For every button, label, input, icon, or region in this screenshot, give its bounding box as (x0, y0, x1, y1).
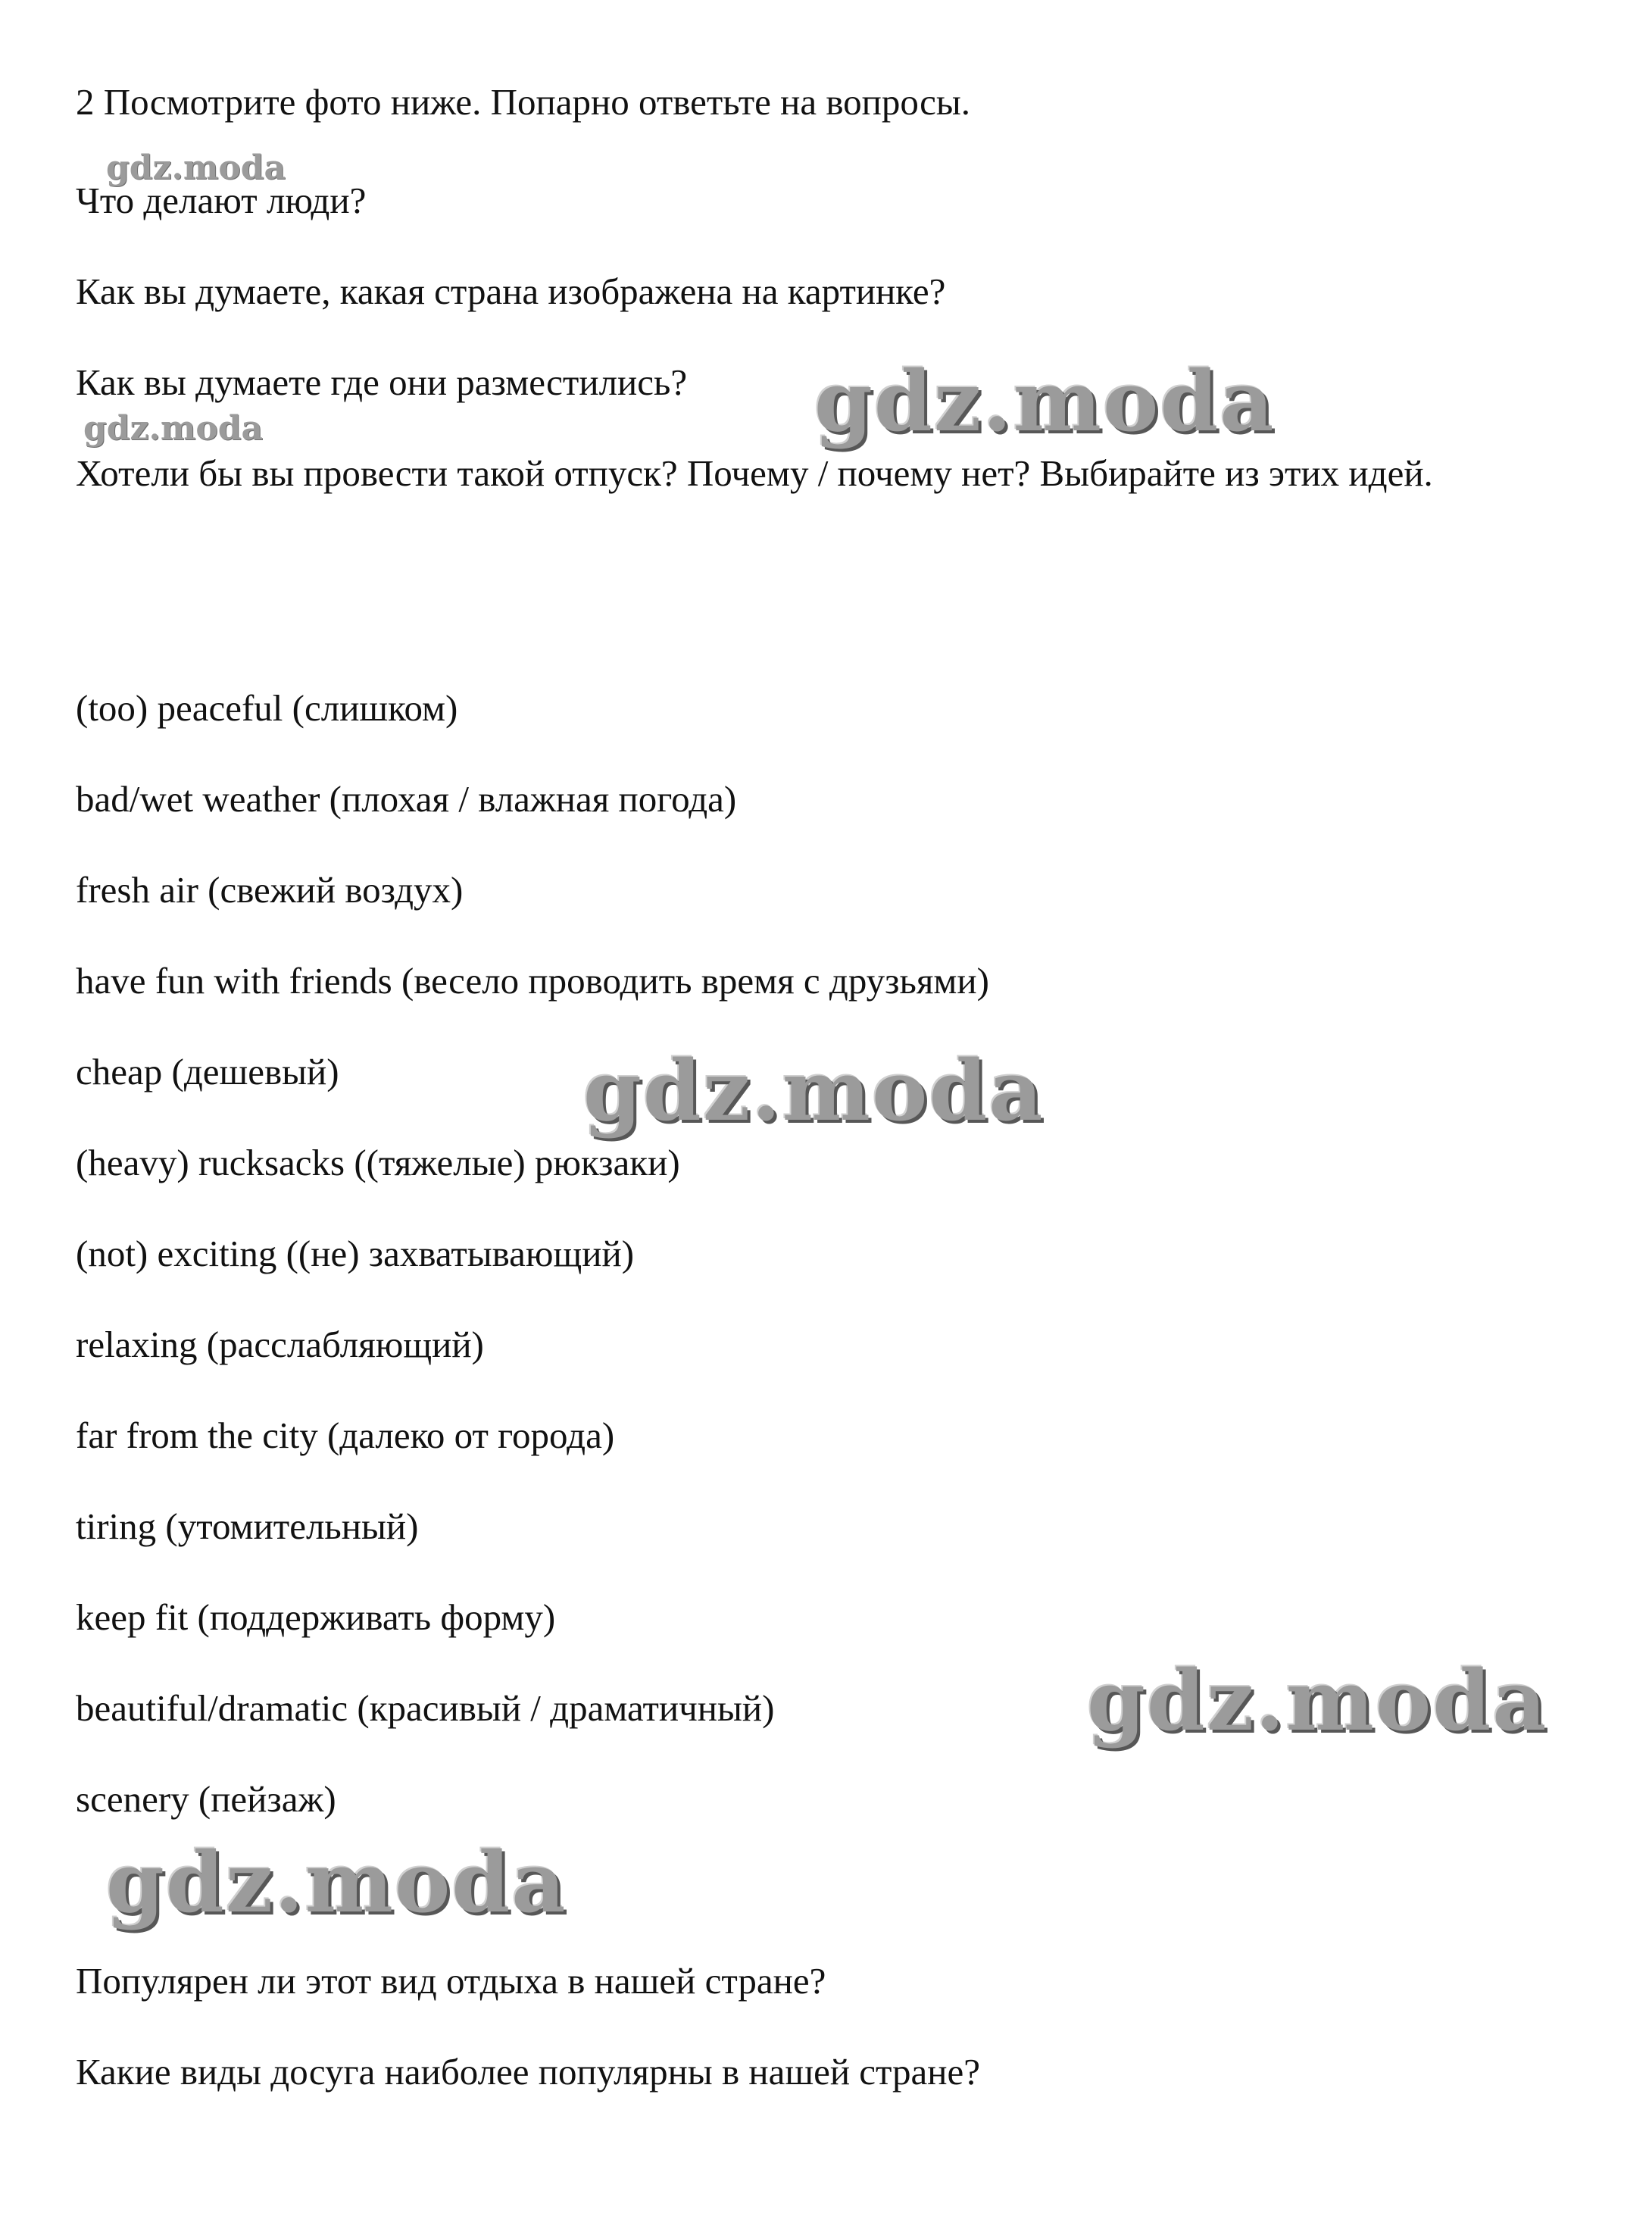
final-question-2: Какие виды досуга наиболее популярны в нашей стране? (76, 2051, 981, 2093)
watermark-logo: gdz.moda (814, 352, 1276, 450)
question-1: Что делают люди? (76, 180, 367, 221)
idea-item: keep fit (поддерживать форму) (76, 1596, 556, 1638)
watermark-logo: gdz.moda (106, 1833, 567, 1931)
exercise-title: 2 Посмотрите фото ниже. Попарно ответьте на вопросы. (76, 81, 971, 123)
idea-item: bad/wet weather (плохая / влажная погода) (76, 778, 737, 820)
question-4: Хотели бы вы провести такой отпуск? Почему / почему нет? Выбирайте из этих идей. (76, 452, 1433, 494)
final-question-1: Популярен ли этот вид отдыха в нашей стране? (76, 1960, 826, 2002)
idea-item: (heavy) rucksacks ((тяжелые) рюкзаки) (76, 1142, 680, 1183)
idea-item: tiring (утомительный) (76, 1505, 419, 1547)
idea-item: fresh air (свежий воздух) (76, 869, 464, 911)
watermark-logo: gdz.moda (83, 409, 264, 448)
question-2: Как вы думаете, какая страна изображена на картинке? (76, 270, 946, 312)
watermark-logo: gdz.moda (106, 148, 286, 187)
question-3: Как вы думаете где они разместились? (76, 361, 688, 403)
idea-item: have fun with friends (весело проводить время с друзьями) (76, 960, 989, 1002)
idea-item: scenery (пейзаж) (76, 1778, 336, 1820)
watermark-logo: gdz.moda (583, 1042, 1045, 1139)
idea-item: (too) peaceful (слишком) (76, 687, 458, 729)
idea-item: relaxing (расслабляющий) (76, 1324, 484, 1365)
idea-item: beautiful/dramatic (красивый / драматичный) (76, 1687, 775, 1729)
watermark-logo: gdz.moda (1087, 1652, 1548, 1749)
idea-item: (not) exciting ((не) захватывающий) (76, 1233, 635, 1274)
idea-item: far from the city (далеко от города) (76, 1414, 615, 1456)
idea-item: cheap (дешевый) (76, 1051, 339, 1092)
